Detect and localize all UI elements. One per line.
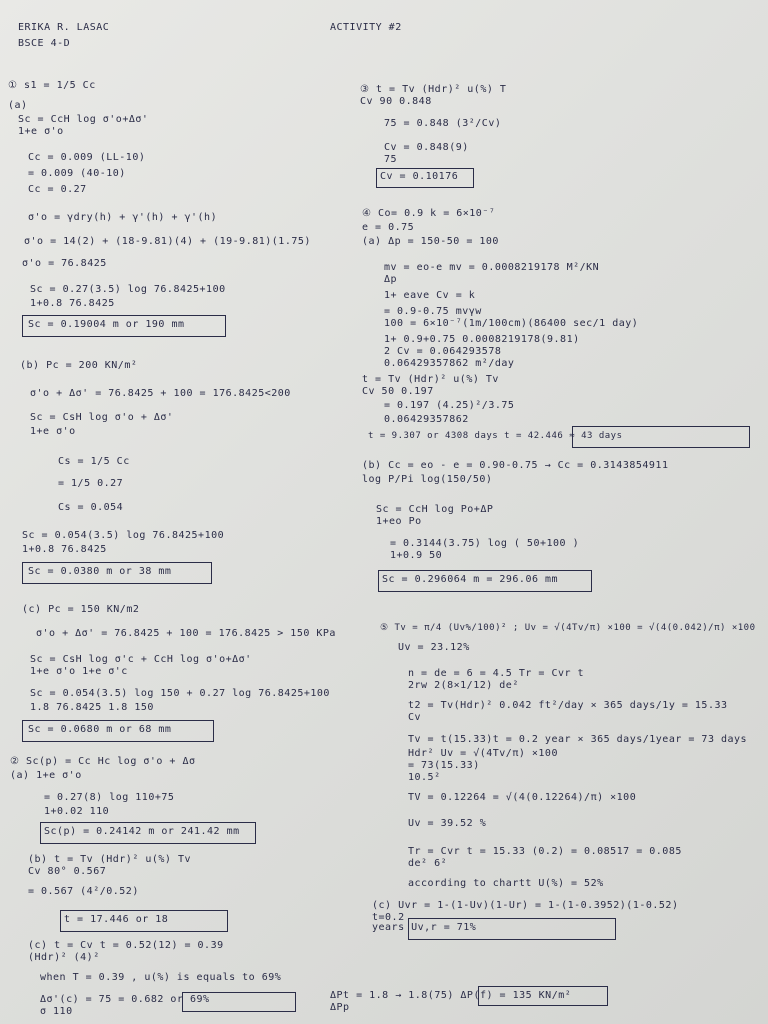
problem-4a-t: t = Tv (Hdr)² u(%) Tv: [362, 374, 499, 385]
formula-sc-den: 1+e σ'o: [18, 126, 64, 137]
answer-2b: t = 17.446 or 18: [64, 914, 169, 925]
problem-5-tv-2: Hdr² Uv = √(4Tv/π) ×100: [408, 748, 558, 759]
problem-4a-dp: (a) Δp = 150-50 = 100: [362, 236, 499, 247]
part-2c-ratio: Δσ'(c) = 75 = 0.682 or 69%: [40, 994, 210, 1005]
mv-formula-den: Δp: [384, 274, 398, 285]
activity-title: ACTIVITY #2: [330, 22, 402, 33]
problem-5-t2-den: Cv: [408, 712, 422, 723]
formula-sc: Sc = CcH log σ'o+Δσ': [18, 114, 149, 125]
problem-4a-calc-2: 0.06429357862: [384, 414, 469, 425]
problem-3-sub: 75 = 0.848 (3²/Cv): [384, 118, 502, 129]
problem-3-cv: Cv = 0.848(9): [384, 142, 469, 153]
sc-1c-den: 1.8 76.8425 1.8 150: [30, 702, 154, 713]
part-2b-formula: (b) t = Tv (Hdr)² u(%) Tv: [28, 854, 192, 865]
sc-1a-num: Sc = 0.27(3.5) log 76.8425+100: [30, 284, 226, 295]
problem-5-n: n = de = 6 = 4.5 Tr = Cvr t: [408, 668, 585, 679]
part-2b-calc: = 0.567 (4²/0.52): [28, 886, 139, 897]
answer-box-2c: [182, 992, 296, 1012]
problem-5-uv-result: Uv = 39.52 %: [408, 818, 487, 829]
problem-1-heading: ① s1 = 1/5 Cc: [8, 80, 96, 91]
sc-1b-num: Sc = 0.054(3.5) log 76.8425+100: [22, 530, 225, 541]
formula-sc-oc-den: 1+e σ'o 1+e σ'c: [30, 666, 128, 677]
cv-result-1: 2 Cv = 0.064293578: [384, 346, 502, 357]
part-2c-ratio-den: σ 110: [40, 1006, 73, 1017]
mv-formula: mv = eo-e mv = 0.0008219178 M²/KN: [384, 262, 600, 273]
answer-3: Cv = 0.10176: [380, 171, 459, 182]
cc-result: Cc = 0.27: [28, 184, 87, 195]
problem-3-formula-den: Cv 90 0.848: [360, 96, 432, 107]
answer-5c: years Uv,r = 71%: [372, 922, 477, 933]
problem-4b-calc: = 0.3144(3.75) log ( 50+100 ): [390, 538, 580, 549]
problem-5-t2: t2 = Tv(Hdr)² 0.042 ft²/day × 365 days/1y = 15.33: [408, 700, 728, 711]
part-2b-formula-den: Cv 80° 0.567: [28, 866, 107, 877]
part-2c-formula-den: (Hdr)² (4)²: [28, 952, 100, 963]
problem-3-cv-den: 75: [384, 154, 398, 165]
sc-1c-num: Sc = 0.054(3.5) log 150 + 0.27 log 76.8425+100: [30, 688, 330, 699]
problem-5-tr-den: de² 6²: [408, 858, 448, 869]
student-section: BSCE 4-D: [18, 38, 71, 49]
sc-1a-den: 1+0.8 76.8425: [30, 298, 115, 309]
part-2c-formula: (c) t = Cv t = 0.52(12) = 0.39: [28, 940, 224, 951]
cs-eq-1: Cs = 1/5 Cc: [58, 456, 130, 467]
formula-sc-oc: Sc = CsH log σ'c + CcH log σ'o+Δσ': [30, 654, 252, 665]
answer-1b: Sc = 0.0380 m or 38 mm: [28, 566, 172, 577]
cc-eq-1: Cc = 0.009 (LL-10): [28, 152, 146, 163]
answer-1a: Sc = 0.19004 m or 190 mm: [28, 319, 185, 330]
problem-5-n-den: 2rw 2(8×1/12) de²: [408, 680, 519, 691]
answer-4a: t = 9.307 or 4308 days t = 42.446 ≈ 43 days: [368, 431, 623, 441]
part-2c-note: when T = 0.39 , u(%) is equals to 69%: [40, 972, 282, 983]
cs-eq-2: = 1/5 0.27: [58, 478, 124, 489]
answer-2a: Sc(p) = 0.24142 m or 241.42 mm: [44, 826, 240, 837]
sigma-formula: σ'o = γdry(h) + γ'(h) + γ'(h): [28, 212, 218, 223]
sc2-den: 1+0.02 110: [44, 806, 110, 817]
problem-4b-calc-den: 1+0.9 50: [390, 550, 443, 561]
sigma-result: σ'o = 76.8425: [22, 258, 107, 269]
problem-5-tv-result: TV = 0.12264 = √(4(0.12264)/π) ×100: [408, 792, 637, 803]
problem-2-heading: ② Sc(p) = Cc Hc log σ'o + Δσ: [10, 756, 196, 767]
problem-4b-cc-den: log P/Pi log(150/50): [362, 474, 493, 485]
answer-box-5: [478, 986, 608, 1006]
problem-4b-sc: Sc = CcH log Po+ΔP: [376, 504, 494, 515]
part-1c-heading: (c) Pc = 150 KN/m2: [22, 604, 140, 615]
problem-4-given-2: e = 0.75: [362, 222, 415, 233]
part-1b-heading: (b) Pc = 200 KN/m²: [20, 360, 138, 371]
problem-5-uv: ⑤ Tv = π/4 (Uv%/100)² ; Uv = √(4Tv/π) ×100 = √(4(0.042)/π) ×100: [380, 623, 756, 633]
problem-3-formula: ③ t = Tv (Hdr)² u(%) T: [360, 84, 507, 95]
problem-5-tv: Tv = t(15.33)t = 0.2 year × 365 days/1year = 73 days: [408, 734, 748, 745]
cv-result-2: 0.06429357862 m²/day: [384, 358, 515, 369]
problem-5c-t: t=0.2: [372, 912, 405, 923]
problem-5-dp-den: ΔPp: [330, 1002, 350, 1013]
problem-5-dp: ΔPt = 1.8 → 1.8(75) ΔP(f) = 135 KN/m²: [330, 990, 572, 1001]
cs-result: Cs = 0.054: [58, 502, 124, 513]
formula-sc-cs: Sc = CsH log σ'o + Δσ': [30, 412, 174, 423]
answer-1c: Sc = 0.0680 m or 68 mm: [28, 724, 172, 735]
problem-5-tr: Tr = Cvr t = 15.33 (0.2) = 0.08517 = 0.085: [408, 846, 682, 857]
cc-eq-2: = 0.009 (40-10): [28, 168, 126, 179]
problem-4b-sc-den: 1+eo Po: [376, 516, 422, 527]
part-1a-label: (a): [8, 100, 28, 111]
mv-calc-3: 1+ 0.9+0.75 0.0008219178(9.81): [384, 334, 580, 345]
part-1c-check: σ'o + Δσ' = 76.8425 + 100 = 176.8425 > 150 KPa: [36, 628, 336, 639]
sigma-values: σ'o = 14(2) + (18-9.81)(4) + (19-9.81)(1.75): [24, 236, 311, 247]
problem-4-given-1: ④ Co= 0.9 k = 6×10⁻⁷: [362, 208, 496, 219]
part-1b-check: σ'o + Δσ' = 76.8425 + 100 = 176.8425<200: [30, 388, 291, 399]
problem-5c-uvr: (c) Uvr = 1-(1-Uv)(1-Ur) = 1-(1-0.3952)(1-0.52): [372, 900, 679, 911]
problem-5-chart: according to chartt U(%) = 52%: [408, 878, 604, 889]
problem-5-uv-val: Uv = 23.12%: [398, 642, 470, 653]
problem-4b-cc: (b) Cc = eo - e = 0.90-0.75 → Cc = 0.3143854911: [362, 460, 669, 471]
sc2-num: = 0.27(8) log 110+75: [44, 792, 175, 803]
mv-eave: 1+ eave Cv = k: [384, 290, 476, 301]
student-name: ERIKA R. LASAC: [18, 22, 110, 33]
mv-calc: = 0.9-0.75 mvγw: [384, 306, 482, 317]
mv-calc-2: 100 = 6×10⁻⁷(1m/100cm)(86400 sec/1 day): [384, 318, 639, 329]
part-2a-label: (a) 1+e σ'o: [10, 770, 82, 781]
problem-5-tv-4: 10.5²: [408, 772, 441, 783]
problem-4a-t-den: Cv 50 0.197: [362, 386, 434, 397]
problem-5-tv-3: = 73(15.33): [408, 760, 480, 771]
problem-4a-calc: = 0.197 (4.25)²/3.75: [384, 400, 515, 411]
formula-sc-cs-den: 1+e σ'o: [30, 426, 76, 437]
answer-4b: Sc = 0.296064 m = 296.06 mm: [382, 574, 559, 585]
sc-1b-den: 1+0.8 76.8425: [22, 544, 107, 555]
